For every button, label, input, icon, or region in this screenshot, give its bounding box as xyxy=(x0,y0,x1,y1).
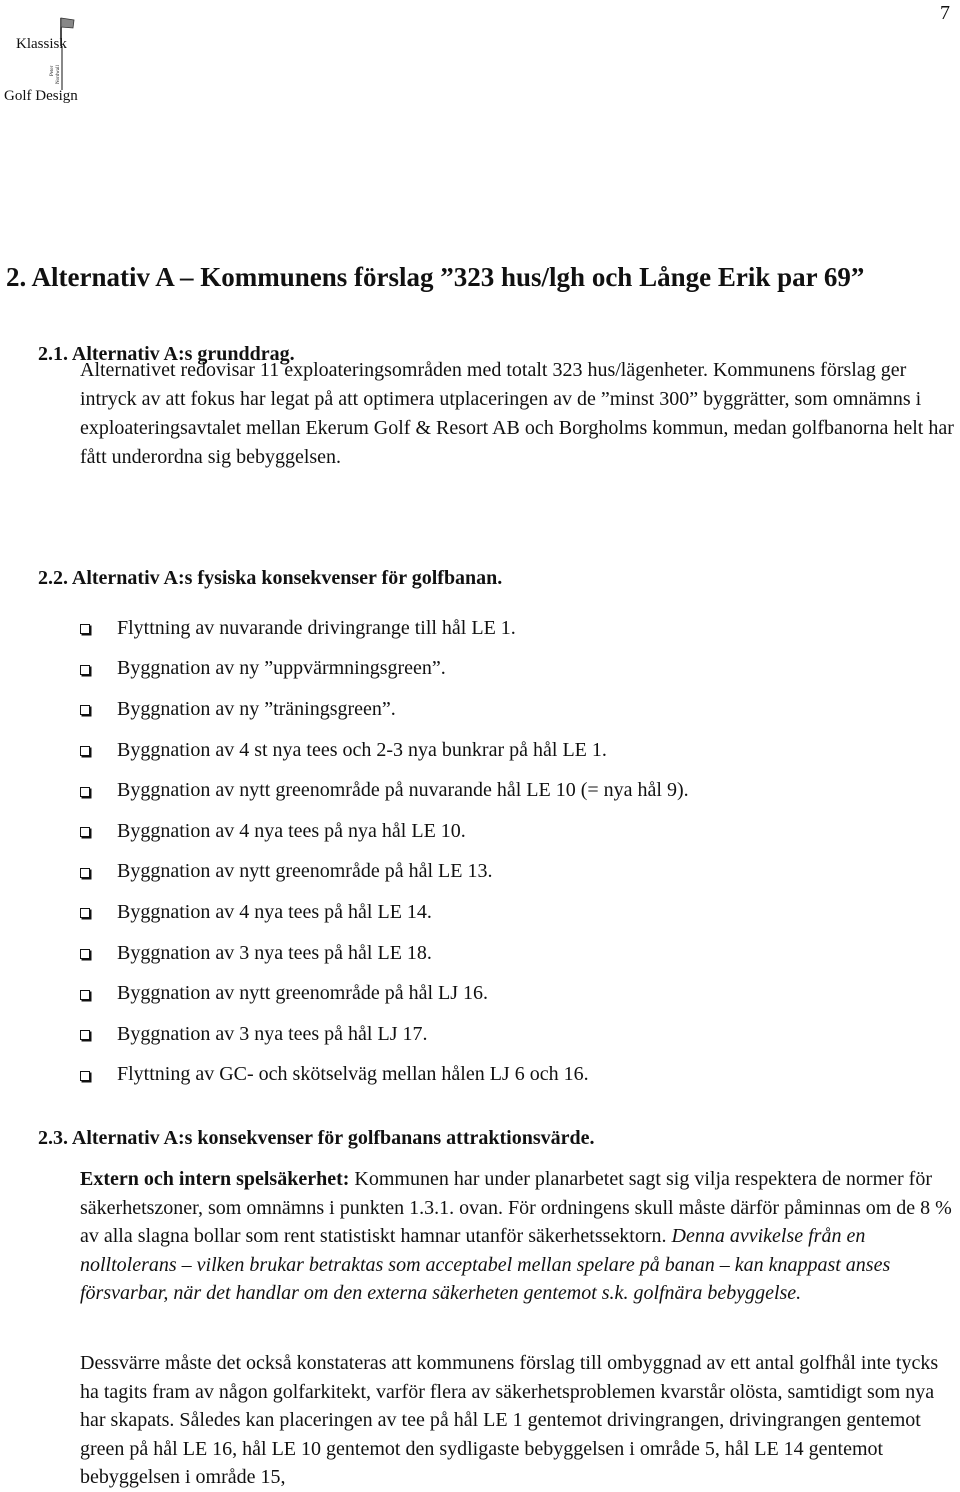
checkbox-bullet-icon xyxy=(80,1030,90,1040)
checkbox-bullet-icon xyxy=(80,949,90,959)
page-number: 7 xyxy=(940,2,950,24)
list-item: Byggnation av nytt greenområde på nuvarande hål LE 10 (= nya hål 9). xyxy=(80,770,689,811)
logo-word-2: Golf Design xyxy=(4,88,78,104)
list-item: Byggnation av ny ”uppvärmningsgreen”. xyxy=(80,649,689,690)
list-item: Byggnation av ny ”träningsgreen”. xyxy=(80,689,689,730)
list-item: Byggnation av 3 nya tees på hål LJ 17. xyxy=(80,1014,689,1055)
safety-text: Kommunen har under planarbetet sagt sig vilja respektera de normer för säkerhetszoner, som omnämns i punkten 1.3.1. ovan. För ordningens skull måste därför påminnas om de 8 % av alla slagna bollar som rent statistiskt hamnar utanför säkerhetssektorn. xyxy=(80,1168,952,1248)
checkbox-bullet-icon xyxy=(80,665,90,675)
section-1-heading: 2.1. Alternativ A:s grunddrag. xyxy=(38,343,295,365)
list-item: Byggnation av nytt greenområde på hål LJ 16. xyxy=(80,973,689,1014)
consequence-list xyxy=(80,608,689,1095)
checkbox-bullet-icon xyxy=(80,827,90,837)
checkbox-bullet-icon xyxy=(80,908,90,918)
checkbox-bullet-icon xyxy=(80,624,90,634)
checkbox-bullet-icon xyxy=(80,1071,90,1081)
checkbox-bullet-icon xyxy=(80,787,90,797)
list-item: Flyttning av nuvarande drivingrange till hål LE 1. xyxy=(80,608,689,649)
logo-small-text-2: Nordwall xyxy=(56,65,61,84)
checkbox-bullet-icon xyxy=(80,746,90,756)
redesign-paragraph: Dessvärre måste det också konstateras att kommunens förslag till ombyggnad av ett antal golfhål inte tycks ha tagits fram av någon golfarkitekt, varför flera av säkerhetsproblemen kvarstår olösta, samtidigt som nya har skapats. Således kan placeringen av tee på hål LE 1 gentemot drivingrangen, drivingrangen gentemot green på hål LE 16, hål LE 10 gentemot den sydligaste bebyggelsen i område 5, hål LE 14 gentemot bebyggelsen i område 15, xyxy=(80,1352,939,1489)
safety-paragraph xyxy=(80,1165,960,1308)
section-2-heading: 2.2. Alternativ A:s fysiska konsekvenser för golfbanan. xyxy=(38,567,503,589)
company-logo xyxy=(4,8,84,110)
list-item: Byggnation av 4 nya tees på nya hål LE 10. xyxy=(80,811,689,852)
logo-word-1: Klassisk xyxy=(16,36,67,52)
golf-flag-logo-icon xyxy=(4,8,84,110)
list-item: Byggnation av 4 nya tees på hål LE 14. xyxy=(80,892,689,933)
list-item: Byggnation av nytt greenområde på hål LE 13. xyxy=(80,852,689,893)
list-item: Byggnation av 4 st nya tees och 2-3 nya bunkrar på hål LE 1. xyxy=(80,730,689,771)
safety-label: Extern och intern spelsäkerhet: xyxy=(80,1168,350,1190)
section-1-paragraph: Alternativet redovisar 11 exploateringsområden med totalt 323 hus/lägenheter. Kommunens förslag ger intryck av att fokus har legat på att optimera utplaceringen av de ”minst 300” byggrätter, som omnämns i exploateringsavtalet mellan Ekerum Golf & Resort AB och Borgholms kommun, medan golfbanorna helt har fått underordna sig bebyggelsen. xyxy=(80,359,954,468)
main-heading: 2. Alternativ A – Kommunens förslag ”323 hus/lgh och Långe Erik par 69” xyxy=(6,262,865,292)
list-item: Byggnation av 3 nya tees på hål LE 18. xyxy=(80,933,689,974)
checkbox-bullet-icon xyxy=(80,868,90,878)
section-3-heading: 2.3. Alternativ A:s konsekvenser för golfbanans attraktionsvärde. xyxy=(38,1127,595,1149)
safety-italic-text: Denna avvikelse från en nolltolerans – vilken brukar betraktas som acceptabel mellan spelare på banan – kan knappast anses försvarbar, när det handlar om den externa säkerheten gentemot s.k. golfnära bebyggelse. xyxy=(80,1225,891,1305)
list-item: Flyttning av GC- och skötselväg mellan hålen LJ 6 och 16. xyxy=(80,1055,689,1096)
checkbox-bullet-icon xyxy=(80,990,90,1000)
logo-small-text-1: Peter xyxy=(50,65,55,76)
checkbox-bullet-icon xyxy=(80,705,90,715)
